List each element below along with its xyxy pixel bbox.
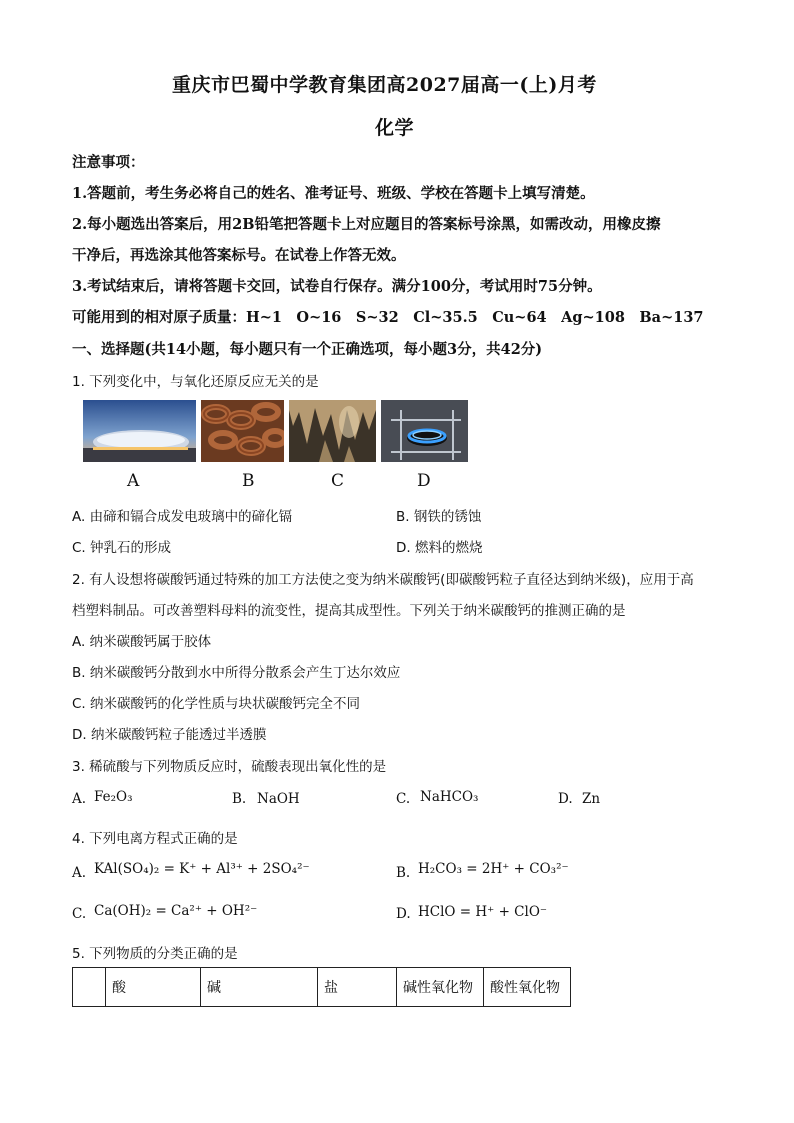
q3-option-c-label: C. (396, 791, 411, 807)
q1-option-d: D. 燃料的燃烧 (396, 540, 483, 556)
q4-option-c: Ca(OH)₂ = Ca²⁺ + OH²⁻ (94, 903, 258, 919)
atomic-masses: 可能用到的相对原子质量：H~1 O~16 S~32 Cl~35.5 Cu~64 Ag~108 Ba~137 (72, 309, 704, 326)
section-heading: 一、选择题(共14小题，每小题只有一个正确选项，每小题3分，共42分) (72, 341, 543, 358)
table-header-cell: 酸性氧化物 (484, 968, 571, 1007)
q4-option-b: H₂CO₃ = 2H⁺ + CO₃²⁻ (418, 861, 569, 877)
q2-option-d: D. 纳米碳酸钙粒子能透过半透膜 (72, 727, 267, 743)
notice-item-1: 1.答题前，考生务必将自己的姓名、准考证号、班级、学校在答题卡上填写清楚。 (72, 185, 595, 202)
q4-option-d: HClO = H⁺ + ClO⁻ (418, 904, 548, 920)
q2-option-b: B. 纳米碳酸钙分散到水中所得分散系会产生丁达尔效应 (72, 665, 401, 681)
q3-option-c: NaHCO₃ (420, 789, 479, 805)
table-header-cell: 碱 (201, 968, 318, 1007)
q2-stem-1: 2. 有人设想将碳酸钙通过特殊的加工方法使之变为纳米碳酸钙(即碳酸钙粒子直径达到纳米级)，应用于高 (72, 572, 694, 588)
notice-heading: 注意事项： (72, 154, 145, 171)
q2-option-a: A. 纳米碳酸钙属于胶体 (72, 634, 212, 650)
q4-option-c-label: C. (72, 906, 87, 922)
q1-image-label-d: D (417, 471, 431, 491)
q3-stem: 3. 稀硫酸与下列物质反应时，硫酸表现出氧化性的是 (72, 759, 387, 775)
q1-image-label-a: A (127, 471, 140, 491)
q5-classification-table (72, 967, 571, 1007)
q3-option-d: Zn (582, 791, 601, 807)
q3-option-b-label: B. (232, 791, 247, 807)
page-title: 重庆市巴蜀中学教育集团高2027届高一(上)月考 (172, 74, 597, 96)
q1-image-label-b: B (242, 471, 255, 491)
q3-option-d-label: D. (558, 791, 573, 807)
table-header-cell (73, 968, 106, 1007)
notice-item-2b: 干净后，再选涂其他答案标号。在试卷上作答无效。 (72, 247, 406, 264)
q1-option-b: B. 钢铁的锈蚀 (396, 509, 482, 525)
q3-option-a-label: A. (72, 791, 87, 807)
q1-option-a: A. 由碲和镉合成发电玻璃中的碲化镉 (72, 509, 293, 525)
q1-image-label-c: C (331, 471, 345, 491)
q1-option-c: C. 钟乳石的形成 (72, 540, 172, 556)
q5-stem: 5. 下列物质的分类正确的是 (72, 946, 238, 962)
q4-stem: 4. 下列电离方程式正确的是 (72, 831, 238, 847)
q3-option-a: Fe₂O₃ (94, 789, 133, 805)
q1-image-a (83, 400, 196, 462)
table-header-cell: 盐 (318, 968, 397, 1007)
q1-image-b (201, 400, 284, 462)
notice-item-3: 3.考试结束后，请将答题卡交回，试卷自行保存。满分100分，考试用时75分钟。 (72, 278, 602, 295)
q4-option-a: KAl(SO₄)₂ = K⁺ + Al³⁺ + 2SO₄²⁻ (94, 861, 310, 877)
subject-title: 化学 (375, 117, 415, 139)
q4-option-b-label: B. (396, 865, 411, 881)
q1-image-c (289, 400, 376, 462)
q4-option-a-label: A. (72, 865, 87, 881)
q1-stem: 1. 下列变化中，与氧化还原反应无关的是 (72, 374, 319, 390)
q4-option-d-label: D. (396, 906, 411, 922)
notice-item-2a: 2.每小题选出答案后，用2B铅笔把答题卡上对应题目的答案标号涂黑，如需改动，用橡皮擦 (72, 216, 661, 233)
q2-stem-2: 档塑料制品。可改善塑料母料的流变性，提高其成型性。下列关于纳米碳酸钙的推测正确的是 (72, 603, 626, 619)
q3-option-b: NaOH (257, 791, 300, 807)
table-header-cell: 碱性氧化物 (397, 968, 484, 1007)
table-header-cell: 酸 (106, 968, 201, 1007)
table-row (73, 968, 571, 1007)
q1-image-d (381, 400, 468, 462)
q2-option-c: C. 纳米碳酸钙的化学性质与块状碳酸钙完全不同 (72, 696, 361, 712)
